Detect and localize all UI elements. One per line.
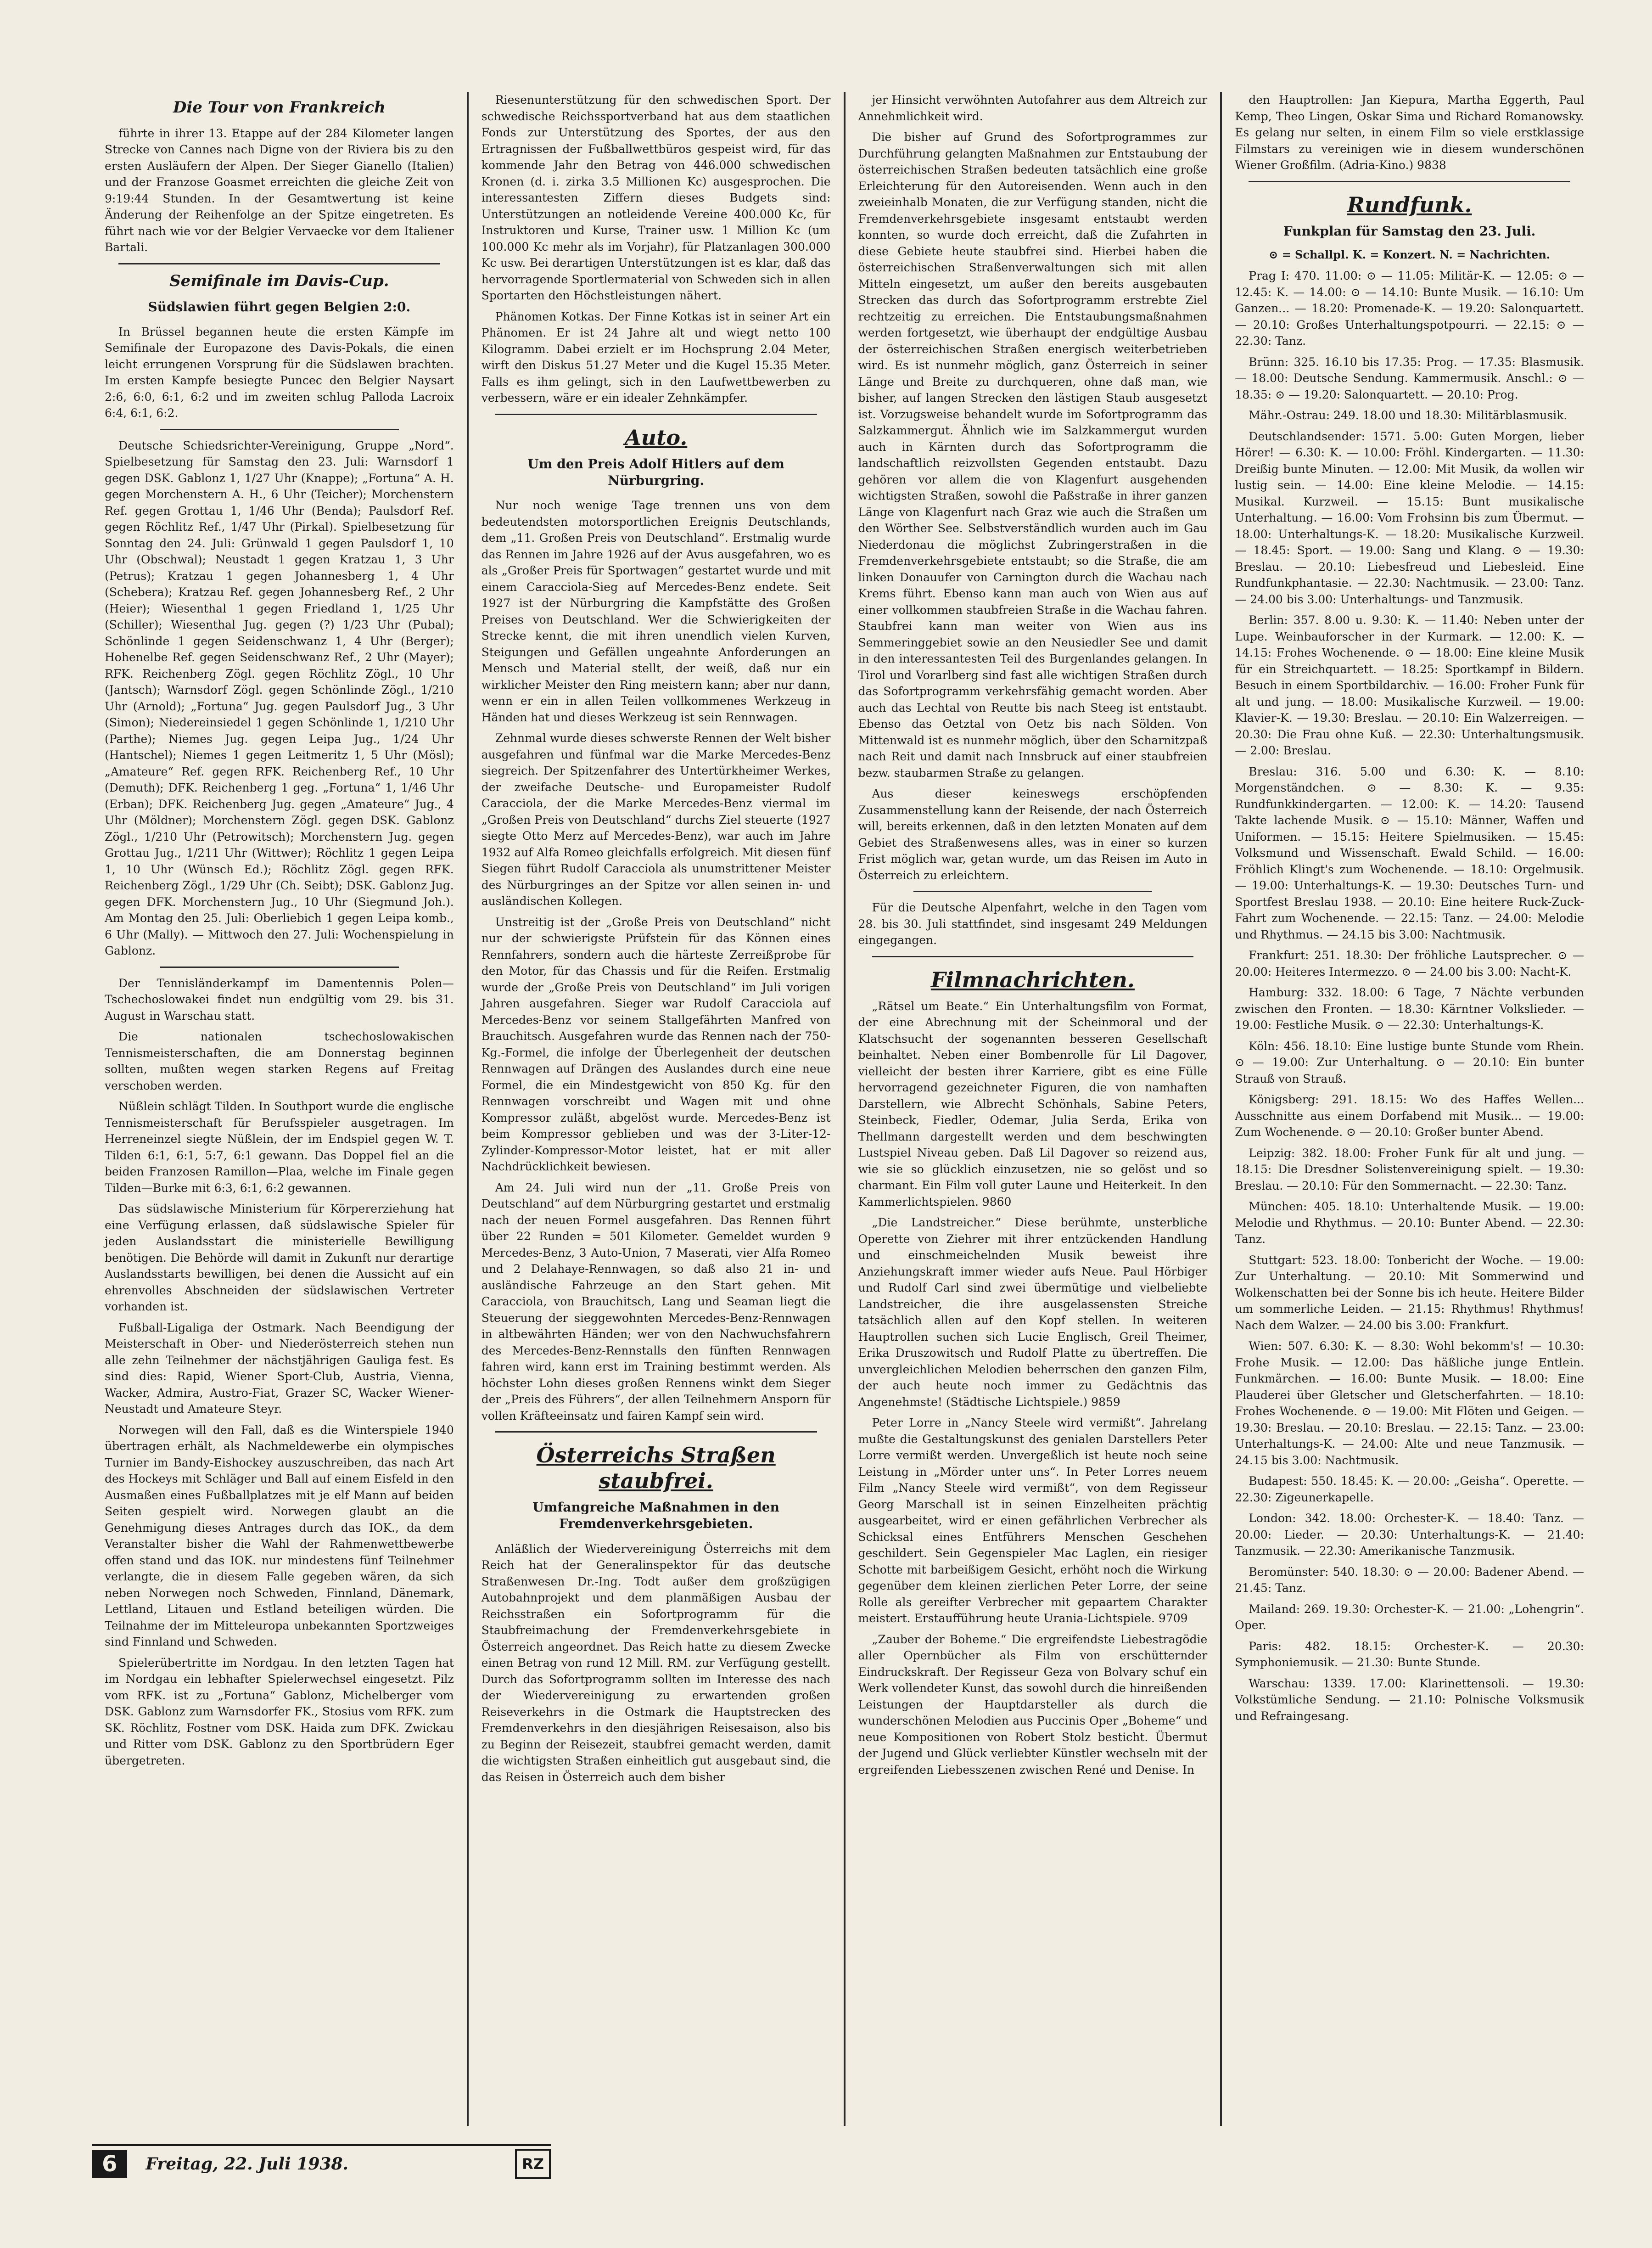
article-paragraph: Für die Deutsche Alpenfahrt, welche in den Tagen vom 28. bis 30. Juli stattfindet, sind insgesamt 249 Meldungen eingegangen.	[858, 901, 1208, 947]
article-paragraph: Königsberg: 291. 18.15: Wo des Haffes Wellen... Ausschnitte aus einem Dorfabend mit Musik... — 19.00: Zum Wochenende. ⊙ — 20.10: Großer bunter Abend.	[1235, 1093, 1584, 1139]
article-paragraph: Leipzig: 382. 18.00: Froher Funk für alt und jung. — 18.15: Die Dresdner Solistenvereinigung spielt. — 19.30: Breslau. — 20.10: Für den Sommernacht. — 22.30: Tanz.	[1235, 1146, 1584, 1192]
article-paragraph: In Brüssel begannen heute die ersten Kämpfe im Semifinale der Europazone des Davis-Pokals, die einen leicht errungenen Vorsprung für die Südslawen brachten. Im ersten Kampfe besiegte Puncec den Belgier Naysart 2:6, 6:0, 6:1, 6:2 und im zweiten schlug Palloda Lacroix 6:4, 6:1, 6:2.	[105, 325, 454, 420]
article-paragraph: Wien: 507. 6.30: K. — 8.30: Wohl bekomm's! — 10.30: Frohe Musik. — 12.00: Das häßliche junge Entlein. Funkmärchen. — 16.00: Bunte Musik. — 18.00: Eine Plauderei über Gletscher und Gletscherfahrten. — 18.10: Frohes Wochenende. ⊙ — 19.00: Mit Flöten und Geigen. — 19.30: Breslau. — 20.10: Breslau. — 22.15: Tanz. — 23.00: Unterhaltungs-K. — 24.00: Alte und neue Tanzmusik. — 24.15 bis 3.00: Nachtmusik.	[1235, 1339, 1584, 1467]
section-subheading: Um den Preis Adolf Hitlers auf dem Nürburgring.	[527, 456, 784, 489]
section-divider	[913, 891, 1153, 892]
article-paragraph: jer Hinsicht verwöhnten Autofahrer aus dem Altreich zur Annehmlichkeit wird.	[858, 93, 1208, 123]
section-divider	[160, 429, 399, 430]
article-paragraph: Warschau: 1339. 17.00: Klarinettensoli. — 19.30: Volkstümliche Sendung. — 21.10: Polnische Volksmusik und Refraingesang.	[1235, 1676, 1584, 1723]
article-paragraph: Mailand: 269. 19.30: Orchester-K. — 21.00: „Lohengrin“. Oper.	[1235, 1602, 1584, 1632]
section-subheading: Südslawien führt gegen Belgien 2:0.	[148, 299, 411, 315]
section-heading: Österreichs Straßen staubfrei.	[536, 1443, 776, 1493]
article-paragraph: Nüßlein schlägt Tilden. In Southport wurde die englische Tennismeisterschaft für Berufsspieler ausgetragen. Im Herreneinzel siegte Nüßlein, der im Endspiel gegen W. T. Tilden 6:1, 6:1, 5:7, 6:1 gewann. Das Doppel fiel an die beiden Franzosen Ramillon—Plaa, welche im Finale gegen Tilden—Burke mit 6:3, 6:1, 6:2 gewannen.	[105, 1100, 454, 1195]
article-paragraph: Brünn: 325. 16.10 bis 17.35: Prog. — 17.35: Blasmusik. — 18.00: Deutsche Sendung. Kammermusik. Anschl.: ⊙ — 18.35: ⊙ — 19.20: Salonquartett. — 20.10: Prog.	[1235, 355, 1584, 401]
article-paragraph: Spielerübertritte im Nordgau. In den letzten Tagen hat im Nordgau ein lebhafter Spielerwechsel eingesetzt. Pilz vom RFK. ist zu „Fortuna“ Gablonz, Michelberger vom DSK. Gablonz zum Warnsdorfer FK., Stosius vom RFK. zum SK. Röchlitz, Fostner vom DSK. Haida zum DFK. Zwickau und Ritter vom DSK. Gablonz zu den Sportbrüdern Eger übergetreten.	[105, 1656, 454, 1767]
column-1	[92, 92, 469, 2126]
article-paragraph: Deutschlandsender: 1571. 5.00: Guten Morgen, lieber Hörer! — 6.30: K. — 10.00: Fröhl. Kindergarten. — 11.30: Dreißig bunte Minuten. — 12.00: Mit Musik, da wollen wir lustig sein. — 14.00: Eine kleine Melodie. — 14.15: Musikal. Kurzweil. — 15.15: Bunt musikalische Unterhaltung. — 16.00: Vom Frohsinn bis zum Übermut. — 18.00: Unterhaltungs-K. — 18.20: Musikalische Kurzweil. — 18.45: Sport. — 19.00: Sang und Klang. ⊙ — 19.30: Breslau. — 20.10: Liebesfreud und Liebesleid. Eine Rundfunkphantasie. — 22.30: Nachtmusik. — 23.00: Tanz. — 24.00 bis 3.00: Unterhaltungs- und Tanzmusik.	[1235, 429, 1584, 606]
article-paragraph: Prag I: 470. 11.00: ⊙ — 11.05: Militär-K. — 12.05: ⊙ — 12.45: K. — 14.00: ⊙ — 14.10: Bunte Musik. — 16.10: Um Ganzen... — 18.20: Promenade-K. — 19.20: Salonquartett. — 20.10: Großes Unterhaltungspotpourri. — 22.15: ⊙ — 22.30: Tanz.	[1235, 269, 1584, 348]
article-paragraph: Deutsche Schiedsrichter-Vereinigung, Gruppe „Nord“. Spielbesetzung für Samstag den 23. Juli: Warnsdorf 1 gegen DSK. Gablonz 1, 1/27 Uhr (Knappe); „Fortuna“ A. H. gegen Morchenstern A. H., 6 Uhr (Teicher); Morchenstern Ref. gegen Grottau 1, 1/46 Uhr (Benda); Paulsdorf Ref. gegen Röchlitz Ref., 1/47 Uhr (Pirkal). Spielbesetzung für Sonntag den 24. Juli: Grünwald 1 gegen Paulsdorf 1, 10 Uhr (Obschwal); Neustadt 1 gegen Kratzau 1, 3 Uhr (Petrus); Kratzau 1 gegen Johannesberg 1, 4 Uhr (Schebera); Kratzau Ref. gegen Johannesberg Ref., 2 Uhr (Heier); Wiesenthal 1 gegen Friedland 1, 1/25 Uhr (Schiller); Wiesenthal Jug. gegen (?) 1/23 Uhr (Pubal); Schönlinde 1 gegen Seidenschwanz 1, 4 Uhr (Berger); Hohenelbe Ref. gegen Seidenschwanz Ref., 2 Uhr (Mayer); RFK. Reichenberg Zögl. gegen Röchlitz Zögl., 10 Uhr (Jantsch); Warnsdorf Zögl. gegen Schönlinde Zögl., 1/210 Uhr (Arnold); „Fortuna“ Jug. gegen Paulsdorf Jug., 3 Uhr (Simon); Niedereinsiedel 1 gegen Schönlinde 1, 1/210 Uhr (Parthe); Niemes Jug. gegen Leipa Jug., 1/24 Uhr (Hantschel); Niemes 1 gegen Leitmeritz 1, 5 Uhr (Mösl); „Amateure“ Ref. gegen RFK. Reichenberg Ref., 10 Uhr (Demuth); DFK. Reichenberg 1 geg. „Fortuna“ 1, 1/46 Uhr (Erban); DFK. Reichenberg Jug. gegen „Amateure“ Jug., 4 Uhr (Möldner); Morchenstern Zögl. gegen DSK. Gablonz Zögl., 1/210 Uhr (Petrowitsch); Morchenstern Jug. gegen Grottau Jug., 1/211 Uhr (Wittwer); Röchlitz 1 gegen Leipa 1, 10 Uhr (Wünsch Ed.); Röchlitz Zögl. gegen RFK. Reichenberg Zögl., 1/29 Uhr (Ch. Seibt); DSK. Gablonz Jug. gegen DFK. Morchenstern Jug., 10 Uhr (Siegmund Joh.). Am Montag den 25. Juli: Oberliebich 1 gegen Leipa komb., 6 Uhr (Mally). — Mittwoch den 27. Juli: Wochenspielung in Gablonz.	[105, 438, 454, 958]
section-divider	[118, 263, 440, 264]
section-heading: Semifinale im Davis-Cup.	[169, 271, 389, 290]
newspaper-logo: RZ	[515, 2149, 551, 2179]
article-paragraph: Paris: 482. 18.15: Orchester-K. — 20.30: Symphoniemusik. — 21.30: Bunte Stunde.	[1235, 1639, 1584, 1669]
article-paragraph: Mähr.-Ostrau: 249. 18.00 und 18.30: Militärblasmusik.	[1249, 409, 1568, 422]
article-paragraph: Stuttgart: 523. 18.00: Tonbericht der Woche. — 19.00: Zur Unterhaltung. — 20.10: Mit Sommerwind und Wolkenschatten bei der Sonne bis ich heute. Heitere Bilder um sommerliche Leiden. — 21.15: Rhythmus! Rhythmus! Nach dem Walzer. — 24.00 bis 3.00: Frankfurt.	[1235, 1253, 1584, 1332]
article-paragraph: Berlin: 357. 8.00 u. 9.30: K. — 11.40: Neben unter der Lupe. Weinbauforscher in der Kurmark. — 12.00: K. — 14.15: Frohes Wochenende. ⊙ — 18.00: Eine kleine Musik für ein Streichquartett. — 18.25: Sportkampf in Bildern. Besuch in einem Sportbildarchiv. — 16.00: Froher Funk für alt und jung. — 18.00: Musikalische Kurzweil. — 19.00: Klavier-K. — 19.30: Breslau. — 20.10: Ein Walzerreigen. — 20.30: Die Frau ohne Kuß. — 22.30: Unterhaltungsmusik. — 2.00: Breslau.	[1235, 613, 1584, 758]
article-paragraph: Fußball-Ligaliga der Ostmark. Nach Beendigung der Meisterschaft in Ober- und Niederösterreich stehen nun alle zehn Teilnehmer der nächstjährigen Gauliga fest. Es sind dies: Rapid, Wiener Sport-Club, Austria, Vienna, Wacker, Admira, Austro-Fiat, Grazer SC, Wacker Wiener-Neustadt und Amateure Steyr.	[105, 1321, 454, 1416]
article-paragraph: Hamburg: 332. 18.00: 6 Tage, 7 Nächte verbunden zwischen den Fronten. — 18.30: Kärntner Volkslieder. — 19.00: Festliche Musik. ⊙ — 22.30: Unterhaltungs-K.	[1235, 986, 1584, 1032]
section-heading: Filmnachrichten.	[930, 967, 1135, 992]
article-paragraph: Norwegen will den Fall, daß es die Winterspiele 1940 übertragen erhält, als Nachmeldewerbe ein olympisches Turnier im Bandy-Eishockey auszuschreiben, das nach Art des Hockeys mit Schläger und Ball auf einem Eisfeld in den Ausmaßen eines Fußballplatzes mit je elf Mann auf beiden Seiten gespielt wird. Norwegen glaubt an die Genehmigung dieses Antrages durch das IOK., da dem Veranstalter bisher die Wahl der Rahmenwettbewerbe offen stand und das IOK. nur mindestens fünf Teilnehmer verlangte, die in diesem Falle gegeben wären, da sich neben Norwegen noch Schweden, Finnland, Dänemark, Lettland, Litauen und Estland beteiligen würden. Die Teilnahme der im Mitteleuropa unbekannten Sportzweiges sind Finnland und Schweden.	[105, 1423, 454, 1649]
article-paragraph: Köln: 456. 18.10: Eine lustige bunte Stunde vom Rhein. ⊙ — 19.00: Zur Unterhaltung. ⊙ — 20.10: Ein bunter Strauß von Strauß.	[1235, 1039, 1584, 1085]
section-divider	[495, 414, 817, 415]
article-paragraph: Die bisher auf Grund des Sofortprogrammes zur Durchführung gelangten Maßnahmen zur Entstaubung der österreichischen Straßen bedeuten tatsächlich eine große Erleichterung für den Autoreisenden. Wenn auch in den zweieinhalb Monaten, die zur Verfügung standen, nicht die Fremdenverkehrsgebiete insgesamt entstaubt werden konnten, so wurde doch erreicht, daß die Zufahrten in diese Gebiete heute staubfrei sind. Hierbei haben die österreichischen Straßenverwaltungen sich mit allen Mitteln eingesetzt, um außer den bereits ausgebauten Strecken das durch das Sofortprogramm erstrebte Ziel rechtzeitig zu erreichen. Die Entstaubungsmaßnahmen werden fortgesetzt, wie überhaupt der endgültige Ausbau der österreichischen Straßen energisch weiterbetrieben wird. Es ist nunmehr möglich, ganz Österreich in seiner Länge und Breite zu durchqueren, ohne daß man, wie bisher, auf langen Strecken den lästigen Staub ausgesetzt ist. Vorzugsweise behandelt wurde im Sofortprogramm das Salzkammergut. Ähnlich wie im Salzkammergut wurden auch in Kärnten durch das Sofortprogramm die landschaftlich reizvollsten Gegenden entstaubt. Dazu gehören vor allem die von Klagenfurt ausgehenden wichtigsten Straßen, sowohl die Paßstraße in ihrer ganzen Länge von Klagenfurt nach Graz wie auch die Straßen um den Wörther See. Selbstverständlich wurden auch im Gau Niederdonau die möglichst Zubringerstraßen in die Fremdenverkehrsgebiete entstaubt; so die Straße, die am linken Donauufer von Carnington durch die Wachau nach Krems führt. Ebenso kann man auch von Wien aus auf einer vollkommen staubfreien Straße in die Wachau fahren. Staubfrei kann man weiter von Wien aus ins Semmeringgebiet sowie an den Neusiedler See und damit in den interessantesten Teil des Burgenlandes gelangen. In Tirol und Vorarlberg sind fast alle wichtigen Straßen durch das Sofortprogramm verkehrsfähig gemacht worden. Aber auch das Lechtal von Reutte bis nach Steeg ist entstaubt. Ebenso das Oetztal von Oetz bis nach Sölden. Von Mittenwald ist es nunmehr möglich, über den Scharnitzpaß nach Reit und damit nach Innsbruck auf einer staubfreien bezw. staubarmen Straße zu gelangen.	[858, 130, 1208, 780]
article-paragraph: Phänomen Kotkas. Der Finne Kotkas ist in seiner Art ein Phänomen. Er ist 24 Jahre alt und wiegt netto 100 Kilogramm. Dabei erzielt er im Hochsprung 2.04 Meter, wirft den Diskus 51.27 Meter und die Kugel 15.35 Meter. Falls es ihm gelingt, sich in den Laufwettbewerben zu verbessern, wäre er ein idealer Zehnkämpfer.	[481, 309, 831, 405]
columns	[92, 92, 1597, 2126]
section-heading: Auto.	[624, 425, 688, 450]
article-paragraph: „Rätsel um Beate.“ Ein Unterhaltungsfilm von Format, der eine Abrechnung mit der Scheinmoral und der Klatschsucht der sogenannten besseren Gesellschaft beinhaltet. Neben einer Bombenrolle für Lil Dagover, vielleicht der besten ihrer Karriere, gibt es eine Fülle hervorragend gezeichneter Figuren, die von namhaften Darstellern, wie Albrecht Schönhals, Sabine Peters, Steinbeck, Fiedler, Odemar, Julia Serda, Erika von Thellmann dargestellt werden und dem beschwingten Lustspiel Niveau geben. Daß Lil Dagover so reizend aus, wie sie so glücklich einzusetzen, nie so gelöst und so charmant. Ein Film voll guter Laune und Heiterkeit. In den Kammerlichtspielen. 9860	[858, 999, 1208, 1208]
article-paragraph: Das südslawische Ministerium für Körpererziehung hat eine Verfügung erlassen, daß südslawische Spieler für jeden Auslandsstart die ministerielle Bewilligung benötigen. Die Behörde will damit in Zukunft nur derartige Auslandsstarts bewilligen, bei denen die Aussicht auf ein ehrenvolles Abschneiden der südslawischen Vertreter vorhanden ist.	[105, 1202, 454, 1314]
section-divider	[1249, 181, 1570, 182]
page-footer	[92, 2144, 551, 2179]
article-paragraph: führte in ihrer 13. Etappe auf der 284 Kilometer langen Strecke von Cannes nach Digne von der Riviera bis zu den ersten Ausläufern der Alpen. Der Sieger Gianello (Italien) und der Franzose Goasmet erreichten die gleiche Zeit von 9:19:44 Stunden. In der Gesamtwertung ist keine Änderung der Reihenfolge an der Spitze eingetreten. Es führt nach wie vor der Belgier Vervaecke vor dem Italiener Bartali.	[105, 126, 454, 254]
section-subheading: Funkplan für Samstag den 23. Juli.	[1283, 223, 1536, 239]
section-subheading: Umfangreiche Maßnahmen in den Fremdenverkehrsgebieten.	[532, 1499, 779, 1532]
article-paragraph: London: 342. 18.00: Orchester-K. — 18.40: Tanz. — 20.00: Lieder. — 20.30: Unterhaltungs-K. — 21.40: Tanzmusik. — 22.30: Amerikanische Tanzmusik.	[1235, 1512, 1584, 1558]
article-paragraph: „Die Landstreicher.“ Diese berühmte, unsterbliche Operette von Ziehrer mit ihrer entzückenden Handlung und einschmeichelnden Musik beweist ihre Anziehungskraft immer wieder aufs Neue. Paul Hörbiger und Rudolf Carl sind zwei übermütige und vielbeliebte Landstreicher, die ihre ausgelassensten Streiche tatsächlich allen auf den Kopf stellen. In weiteren Hauptrollen suchen sich Lucie Englisch, Greil Theimer, Erika Druszowitsch und Rudolf Platte zu übertreffen. Die unvergleichlichen Melodien beherrschen den ganzen Film, der auch heute noch immer zu Gedächtnis das Angenehmste! (Städtische Lichtspiele.) 9859	[858, 1216, 1208, 1409]
section-heading: Die Tour von Frankreich	[173, 98, 386, 117]
article-paragraph: Frankfurt: 251. 18.30: Der fröhliche Lautsprecher. ⊙ — 20.00: Heiteres Intermezzo. ⊙ — 24.00 bis 3.00: Nacht-K.	[1235, 949, 1584, 978]
article-paragraph: Nur noch wenige Tage trennen uns von dem bedeutendsten motorsportlichen Ereignis Deutschlands, dem „11. Großen Preis von Deutschland“. Erstmalig wurde das Rennen im Jahre 1926 auf der Avus ausgefahren, wo es als „Großer Preis für Sportwagen“ gestartet wurde und mit einem Caracciola-Sieg auf Mercedes-Benz endete. Seit 1927 ist der Nürburgring die Kampfstätte des Großen Preises von Deutschland. Wer die Schwierigkeiten der Strecke kennt, die mit ihren unendlich vielen Kurven, Steigungen und Gefällen ungeahnte Anforderungen an Mensch und Material stellt, der weiß, daß nur ein wirklicher Meister den Ring meistern kann; aber nur dann, wenn er ein in allen Teilen vollkommenes Werkzeug in Händen hat und dieses Werkzeug ist sein Rennwagen.	[481, 499, 831, 724]
article-paragraph: Aus dieser keineswegs erschöpfenden Zusammenstellung kann der Reisende, der nach Österreich will, bereits erkennen, daß in den letzten Monaten auf dem Gebiet des Straßenwesens alles, was in einer so kurzen Frist möglich war, getan wurde, um das Reisen im Auto in Österreich zu erleichtern.	[858, 787, 1208, 882]
article-paragraph: Anläßlich der Wiedervereinigung Österreichs mit dem Reich hat der Generalinspektor für das deutsche Straßenwesen Dr.-Ing. Todt außer dem großzügigen Autobahnprojekt und dem planmäßigen Ausbau der Reichsstraßen ein Sofortprogramm für die Staubfreimachung der Fremdenverkehrsgebiete in Österreich angeordnet. Das Reich hatte zu diesem Zwecke einen Betrag von rund 12 Mill. RM. zur Verfügung gestellt. Durch das Sofortprogramm sollten im Interesse des nach der Wiedervereinigung zu erwartenden großen Reiseverkehrs in die Ostmark die Hauptstrecken des Fremdenverkehrs in den diesjährigen Reisesaison, also bis zu Beginn der Reisezeit, staubfrei gemacht werden, damit die wichtigsten Straßen einheitlich gut ausgebaut sind, die das Reisen in Österreich auch dem bisher	[481, 1542, 831, 1784]
article-paragraph: „Zauber der Boheme.“ Die ergreifendste Liebestragödie aller Opernbücher als Film von erschütternder Eindruckskraft. Der Regisseur Geza von Bolvary schuf ein Werk vollendeter Kunst, das sowohl durch die hinreißenden Leistungen der Hauptdarsteller als durch die wunderschönen Melodien aus Puccinis Oper „Boheme“ und neue Kompositionen von Robert Stolz besticht. Übermut der Jugend und Glück verliebter Künstler wechseln mit der ergreifenden Liebesszenen zwischen René und Denise. In	[858, 1632, 1208, 1776]
article-paragraph: München: 405. 18.10: Unterhaltende Musik. — 19.00: Melodie und Rhythmus. — 20.10: Bunter Abend. — 22.30: Tanz.	[1235, 1200, 1584, 1246]
article-paragraph: den Hauptrollen: Jan Kiepura, Martha Eggerth, Paul Kemp, Theo Lingen, Oskar Sima und Richard Romanowsky. Es gelang nur selten, in einem Film so viele erstklassige Filmstars zu vereinigen wie in diesem wunderschönen Wiener Großfilm. (Adria-Kino.) 9838	[1235, 93, 1584, 172]
section-heading: Rundfunk.	[1347, 192, 1472, 217]
article-paragraph: Riesenunterstützung für den schwedischen Sport. Der schwedische Reichssportverband hat aus dem staatlichen Fonds zur Unterstützung des Sportes, der aus den Ertragnissen der Fußballwettbüros gespeist wird, für das kommende Jahr den Betrag von 446.000 schwedischen Kronen (d. i. zirka 3.5 Millionen Kc) ausgesprochen. Die interessantesten Ziffern dieses Budgets sind: Unterstützungen an notleidende Vereine 400.000 Kc, für Instruktoren und Kurse, Trainer usw. 1 Million Kc (um 100.000 Kc mehr als im Vorjahr), für Platzanlagen 300.000 Kc usw. Bei derartigen Unterstützungen ist es klar, daß das hervorragende Sportlermaterial von Schweden sich in allen Sportarten den Höchstleistungen nähert.	[481, 93, 831, 302]
article-paragraph: Der Tennisländerkampf im Damentennis Polen—Tschechoslowakei findet nun endgültig vom 29. bis 31. August in Warschau statt.	[105, 976, 454, 1023]
article-paragraph: Beromünster: 540. 18.30: ⊙ — 20.00: Badener Abend. — 21.45: Tanz.	[1235, 1565, 1584, 1595]
article-paragraph: Am 24. Juli wird nun der „11. Große Preis von Deutschland“ auf dem Nürburgring gestartet und erstmalig nach der neuen Formel ausgefahren. Das Rennen führt über 22 Runden = 501 Kilometer. Gemeldet wurden 9 Mercedes-Benz, 3 Auto-Union, 7 Maserati, vier Alfa Romeo und 2 Delahaye-Rennwagen, so daß also 21 in- und ausländische Fahrzeuge an den Start gehen. Mit Caracciola, von Brauchitsch, Lang und Seaman liegt die Steuerung der sieggewohnten Mercedes-Benz-Rennwagen in altbewährten Händen; wer von den Nachwuchsfahrern des Mercedes-Benz-Rennstalls den fünften Rennwagen fahren wird, kann erst im Training bestimmt werden. Als höchster Lohn dieses großen Rennens winkt dem Sieger der „Preis des Führers“, der allen Teilnehmern Ansporn für vollen Kräfteeinsatz und fairen Kampf sein wird.	[481, 1180, 831, 1422]
article-paragraph: Breslau: 316. 5.00 und 6.30: K. — 8.10: Morgenständchen. ⊙ — 8.30: K. — 9.35: Rundfunkkindergarten. — 12.00: K. — 14.20: Tausend Takte lachende Musik. ⊙ — 15.10: Männer, Waffen und Uniformen. — 15.15: Heitere Spielmusiken. — 15.45: Volksmund und Wissenschaft. Ewald Schild. — 16.00: Fröhlich Klingt's zum Wochenende. — 18.10: Orgelmusik. — 19.00: Unterhaltungs-K. — 19.30: Deutsches Turn- und Sportfest Breslau 1938. — 20.10: Eine heitere Ruck-Zuck-Fahrt zum Wochenende. — 22.15: Tanz. — 24.00: Melodie und Rhythmus. — 24.15 bis 3.00: Nachtmusik.	[1235, 764, 1584, 941]
column-4	[1222, 92, 1597, 2126]
column-2	[469, 92, 846, 2126]
article-paragraph: Die nationalen tschechoslowakischen Tennismeisterschaften, die am Donnerstag beginnen sollten, mußten wegen starken Regens auf Freitag verschoben werden.	[105, 1030, 454, 1092]
section-divider	[872, 956, 1194, 957]
page-number: 6	[92, 2150, 127, 2178]
radio-legend: ⊙ = Schallpl. K. = Konzert. N. = Nachrichten.	[1269, 248, 1551, 262]
article-paragraph: Unstreitig ist der „Große Preis von Deutschland“ nicht nur der schwierigste Prüfstein für das Können eines Rennfahrers, sondern auch die härteste Zerreißprobe für den Motor, für das Chassis und für die Reifen. Erstmalig wurde der „Große Preis von Deutschland“ im Juli vorigen Jahren ausgefahren. Sieger war Rudolf Caracciola auf Mercedes-Benz vor seinem Stallgefährten Manfred von Brauchitsch. Ausgefahren wurde das Rennen nach der 750-Kg.-Formel, die infolge der Überlegenheit der deutschen Rennwagen auf Drängen des Auslandes durch eine neue Formel, die ein Mindestgewicht von 850 Kg. für den Rennwagen vorschreibt und Wagen mit und ohne Kompressor zuläßt, abgelöst wurde. Mercedes-Benz ist beim Kompressor geblieben und was der 3-Liter-12-Zylinder-Kompressor-Motor leistet, hat er mit aller Nachdrücklichkeit bewiesen.	[481, 915, 831, 1174]
article-paragraph: Budapest: 550. 18.45: K. — 20.00: „Geisha“. Operette. — 22.30: Zigeunerkapelle.	[1235, 1474, 1584, 1504]
issue-date: Freitag, 22. Juli 1938.	[146, 2154, 349, 2174]
article-paragraph: Peter Lorre in „Nancy Steele wird vermißt“. Jahrelang mußte die Gestaltungskunst des genialen Darstellers Peter Lorre vermißt werden. Unvergeßlich ist heute noch seine Leistung in „Mörder unter uns“. In Peter Lorres neuem Film „Nancy Steele wird vermißt“, von dem Regisseur Georg Marschall ist in seinen Einzelheiten prächtig ausgearbeitet, wird er einen gefährlichen Verbrecher als Schicksal eines Entführers Menschen Geschehen geschildert. Sein Gegenspieler Mac Laglen, ein riesiger Schotte mit barbeißigem Gesicht, erhöht noch die Wirkung gegenüber dem kleinen zierlichen Peter Lorre, der seine Rolle als gereifter Verbrecher mit gepaartem Charakter meistert. Erstaufführung heute Urania-Lichtspiele. 9709	[858, 1416, 1208, 1625]
section-divider	[495, 1431, 817, 1433]
article-paragraph: Zehnmal wurde dieses schwerste Rennen der Welt bisher ausgefahren und fünfmal war die Marke Mercedes-Benz siegreich. Der Spitzenfahrer des Untertürkheimer Werkes, der zweifache Deutsche- und Europameister Rudolf Caracciola, der die Marke Mercedes-Benz viermal im „Großen Preis von Deutschland“ durchs Ziel steuerte (1927 siegte Otto Merz auf Mercedes-Benz), war auch im Jahre 1932 auf Alfa Romeo gleichfalls erfolgreich. Mit diesen fünf Siegen führt Rudolf Caracciola als unumstrittener Meister des Nürburgringes an der Spitze vor allen seinen in- und ausländischen Kollegen.	[481, 731, 831, 908]
section-divider	[160, 967, 399, 968]
column-3	[846, 92, 1222, 2126]
